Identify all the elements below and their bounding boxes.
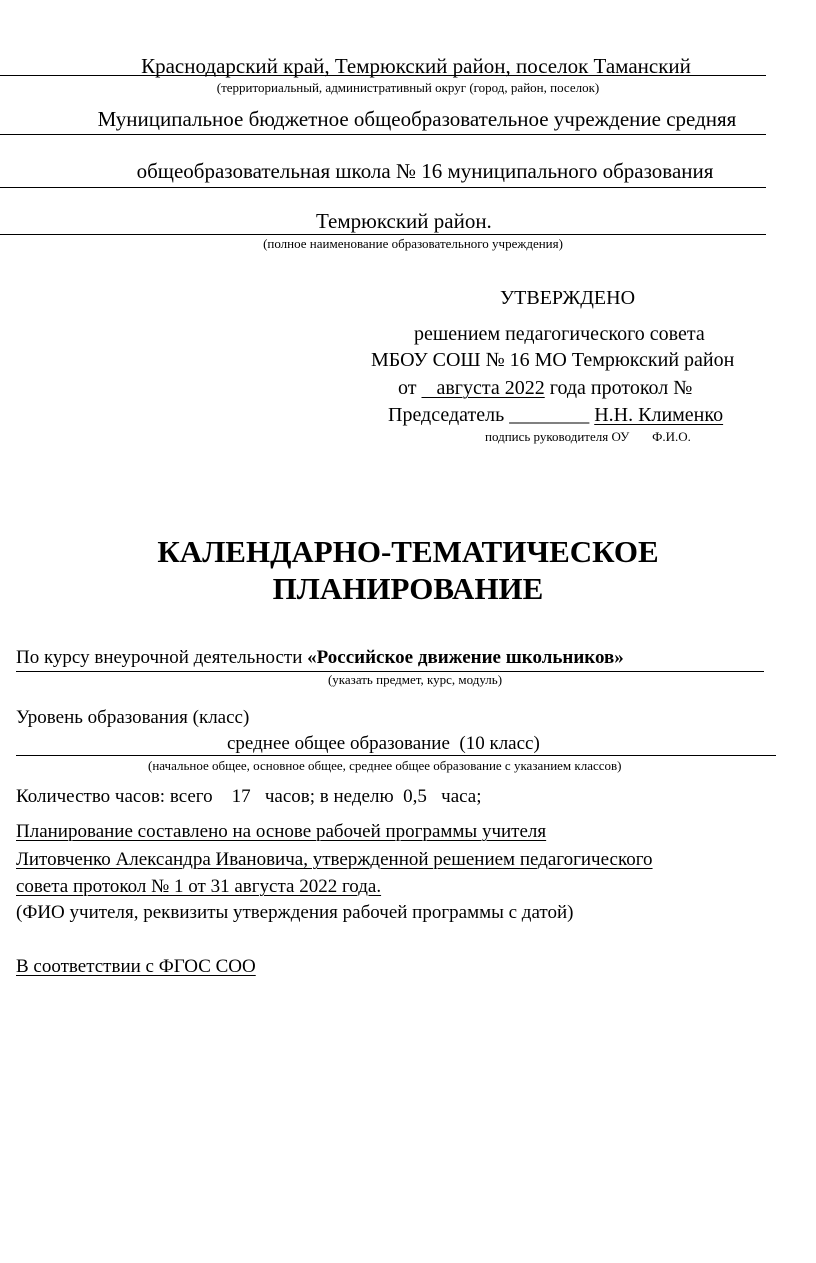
level-underline bbox=[16, 755, 776, 756]
basis-caption: (ФИО учителя, реквизиты утверждения рабочей программы с датой) bbox=[16, 902, 574, 923]
basis-line2: Литовченко Александра Ивановича, утвержденной решением педагогического bbox=[16, 849, 653, 870]
org-caption: (полное наименование образовательного учреждения) bbox=[263, 236, 563, 251]
approval-chair-name: Н.Н. Клименко bbox=[594, 404, 724, 426]
approval-date-suffix: года протокол № bbox=[549, 377, 693, 399]
approval-date-prefix: от bbox=[398, 377, 417, 399]
signature-caption: подпись руководителя ОУ Ф.И.О. bbox=[485, 429, 691, 444]
level-value: среднее общее образование (10 класс) bbox=[227, 733, 540, 754]
standard-text: В соответствии с ФГОС СОО bbox=[16, 956, 256, 977]
course-name: «Российское движение школьников» bbox=[307, 647, 624, 668]
region-caption: (территориальный, административный округ (город, район, поселок) bbox=[216, 80, 600, 95]
approval-line2: МБОУ СОШ № 16 МО Темрюкский район bbox=[371, 349, 735, 371]
approval-chair-line bbox=[388, 405, 723, 425]
approval-line1: решением педагогического совета bbox=[414, 323, 705, 345]
region-text: Краснодарский край, Темрюкский район, поселок Таманский bbox=[141, 54, 691, 78]
hours-text: Количество часов: всего 17 часов; в неделю 0,5 часа; bbox=[16, 786, 482, 807]
org-name-line2: общеобразовательная школа № 16 муниципального образования bbox=[136, 159, 714, 183]
course-line bbox=[16, 648, 624, 667]
org-name-line3: Темрюкский район. bbox=[316, 209, 492, 233]
approval-chair-blank: ________ bbox=[509, 404, 590, 426]
org-name-line1: Муниципальное бюджетное общеобразовательное учреждение средняя bbox=[97, 107, 737, 131]
document-title-line2: ПЛАНИРОВАНИЕ bbox=[272, 571, 544, 607]
document-title bbox=[0, 533, 816, 607]
course-label: По курсу внеурочной деятельности bbox=[16, 647, 308, 668]
level-caption: (начальное общее, основное общее, среднее общее образование с указанием классов) bbox=[148, 758, 622, 773]
approval-title: УТВЕРЖДЕНО bbox=[500, 287, 636, 309]
approval-date-line bbox=[398, 378, 692, 398]
document-title-line1: КАЛЕНДАРНО-ТЕМАТИЧЕСКОЕ bbox=[157, 534, 659, 569]
approval-chair-label: Председатель bbox=[388, 404, 505, 426]
org-underline-1 bbox=[0, 134, 766, 135]
course-caption: (указать предмет, курс, модуль) bbox=[327, 672, 503, 687]
basis-line1: Планирование составлено на основе рабочей программы учителя bbox=[16, 821, 547, 842]
org-underline-3 bbox=[0, 234, 766, 235]
basis-line3: совета протокол № 1 от 31 августа 2022 года. bbox=[16, 876, 382, 897]
region-underline bbox=[0, 75, 766, 76]
level-label: Уровень образования (класс) bbox=[16, 707, 250, 728]
approval-date-value: августа 2022 bbox=[421, 377, 545, 399]
org-underline-2 bbox=[0, 187, 766, 188]
